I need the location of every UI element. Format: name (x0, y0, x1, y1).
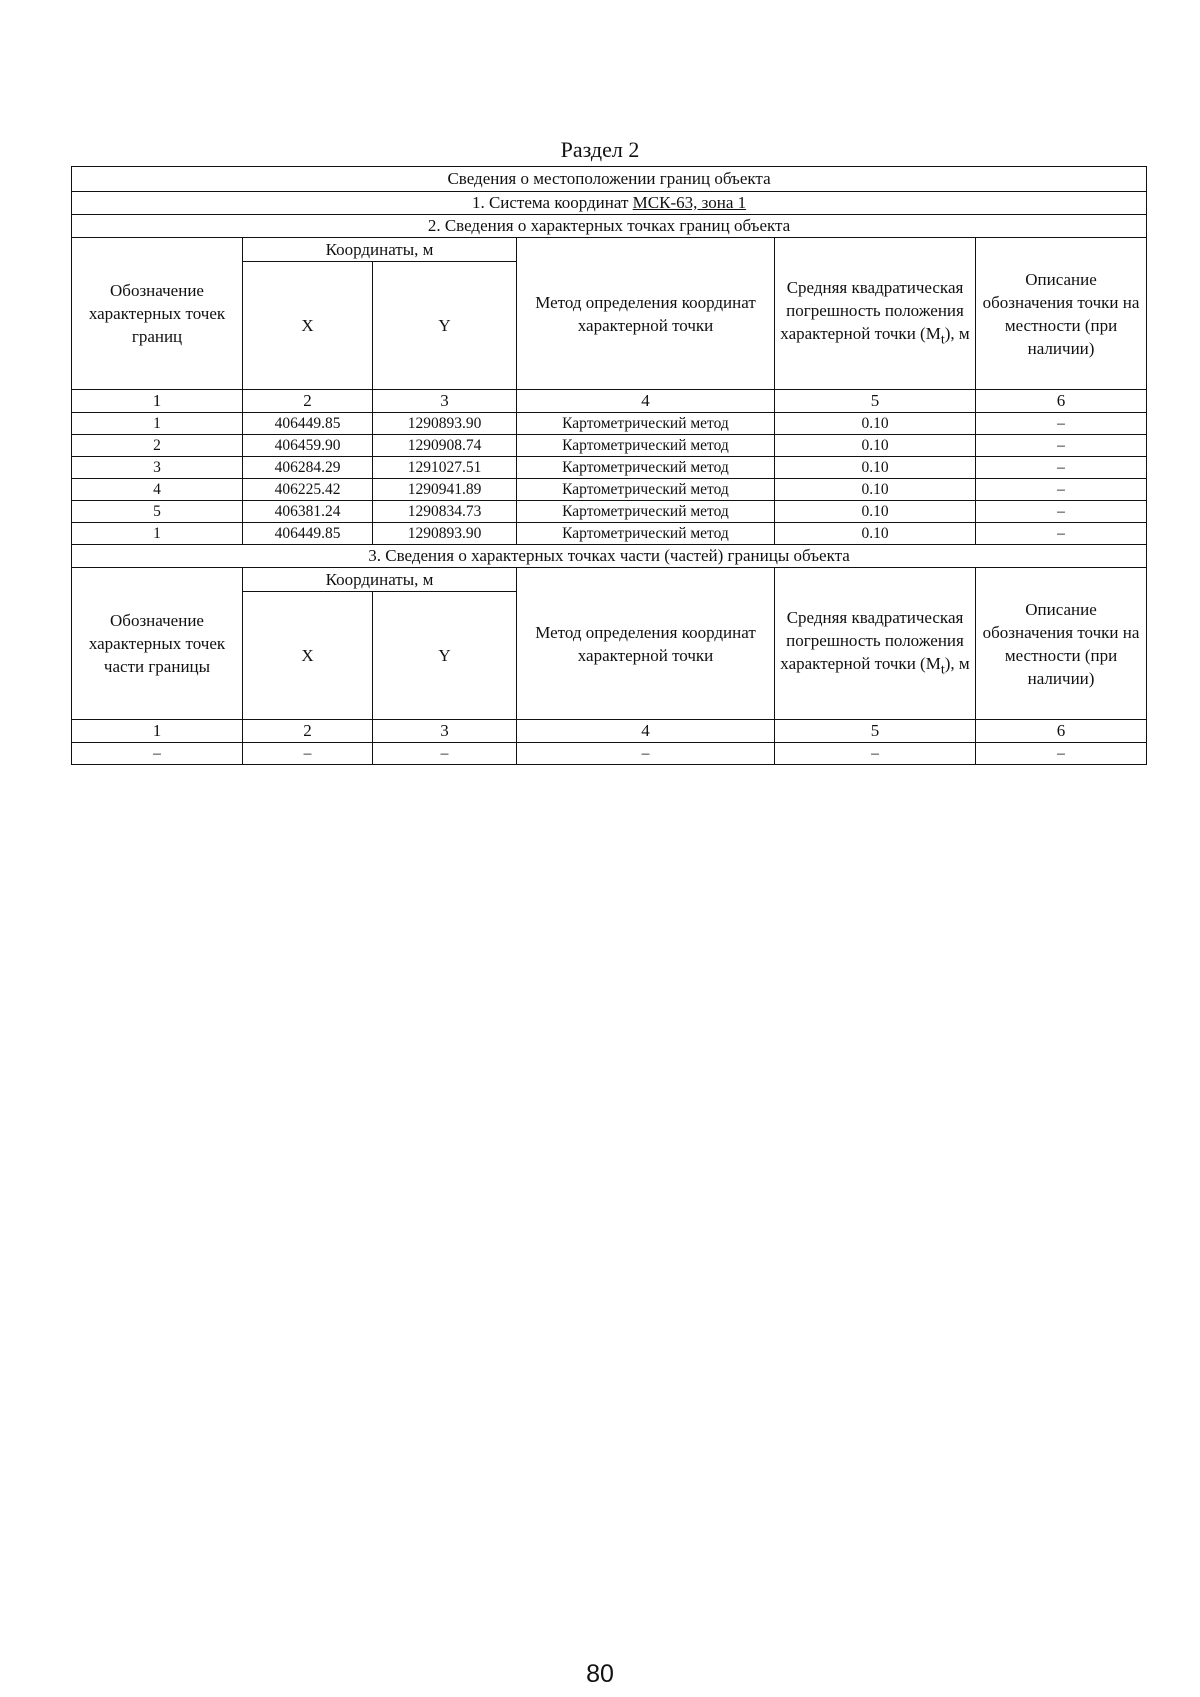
header-y: Y (373, 262, 517, 390)
section-title: Раздел 2 (560, 137, 640, 162)
coord-y: 1290941.89 (373, 479, 517, 501)
description: – (976, 523, 1147, 545)
header-y: Y (373, 592, 517, 720)
coord-x: 406284.29 (243, 457, 373, 479)
header-coords: Координаты, м (243, 568, 517, 592)
header-error-text: Средняя квадратическая погрешность положения характерной точки (M (780, 277, 964, 343)
header-method: Метод определения координат характерной точки (517, 568, 775, 720)
coord-y: 1290834.73 (373, 501, 517, 523)
header-description: Описание обозначения точки на местности (при наличии) (976, 568, 1147, 720)
coord-x: 406449.85 (243, 523, 373, 545)
section2-title: 2. Сведения о характерных точках границ объекта (72, 215, 1147, 238)
point-id: 5 (72, 501, 243, 523)
point-id: 1 (72, 523, 243, 545)
point-id: – (72, 743, 243, 765)
col-number: 4 (517, 390, 775, 413)
header-coords: Координаты, м (243, 238, 517, 262)
method: Картометрический метод (517, 479, 775, 501)
col-number: 3 (373, 720, 517, 743)
boundary-table (71, 166, 1147, 765)
point-id: 4 (72, 479, 243, 501)
error: 0.10 (775, 479, 976, 501)
coord-system-value: МСК-63, зона 1 (632, 193, 747, 212)
header-error (775, 568, 976, 720)
col-number: 3 (373, 390, 517, 413)
coord-system-label: 1. Система координат (471, 193, 633, 212)
error: 0.10 (775, 457, 976, 479)
column-numbers-row (72, 720, 1147, 743)
description: – (976, 457, 1147, 479)
section3-title: 3. Сведения о характерных точках части (частей) границы объекта (72, 545, 1147, 568)
error: – (775, 743, 976, 765)
method: Картометрический метод (517, 501, 775, 523)
method: Картометрический метод (517, 435, 775, 457)
table-row (72, 743, 1147, 765)
header-method: Метод определения координат характерной точки (517, 238, 775, 390)
method: Картометрический метод (517, 413, 775, 435)
method: Картометрический метод (517, 457, 775, 479)
coord-x: – (243, 743, 373, 765)
header-designation: Обозначение характерных точек границ (72, 238, 243, 390)
description: – (976, 501, 1147, 523)
point-id: 2 (72, 435, 243, 457)
col-number: 6 (976, 390, 1147, 413)
coord-y: 1291027.51 (373, 457, 517, 479)
header-error-tail: ), м (944, 323, 970, 343)
col-number: 5 (775, 720, 976, 743)
table-row (72, 435, 1147, 457)
header-description: Описание обозначения точки на местности (при наличии) (976, 238, 1147, 390)
error: 0.10 (775, 523, 976, 545)
method: Картометрический метод (517, 523, 775, 545)
point-id: 1 (72, 413, 243, 435)
header-x: X (243, 262, 373, 390)
col-number: 2 (243, 390, 373, 413)
col-number: 5 (775, 390, 976, 413)
description: – (976, 435, 1147, 457)
coord-system-row (72, 192, 1147, 215)
coord-x: 406381.24 (243, 501, 373, 523)
col-number: 1 (72, 720, 243, 743)
coord-x: 406225.42 (243, 479, 373, 501)
method: – (517, 743, 775, 765)
coord-x: 406449.85 (243, 413, 373, 435)
error: 0.10 (775, 413, 976, 435)
col-number: 4 (517, 720, 775, 743)
description: – (976, 743, 1147, 765)
point-id: 3 (72, 457, 243, 479)
header-error-sub: t (940, 661, 945, 678)
column-numbers-row (72, 390, 1147, 413)
header-error (775, 238, 976, 390)
coord-y: – (373, 743, 517, 765)
header-error-tail: ), м (944, 653, 970, 673)
coord-y: 1290893.90 (373, 523, 517, 545)
coord-x: 406459.90 (243, 435, 373, 457)
table-row (72, 501, 1147, 523)
coord-y: 1290893.90 (373, 413, 517, 435)
col-number: 1 (72, 390, 243, 413)
coord-y: 1290908.74 (373, 435, 517, 457)
table-row (72, 479, 1147, 501)
table-row (72, 457, 1147, 479)
header-x: X (243, 592, 373, 720)
description: – (976, 413, 1147, 435)
col-number: 2 (243, 720, 373, 743)
table-row (72, 413, 1147, 435)
header-error-text: Средняя квадратическая погрешность положения характерной точки (M (780, 607, 964, 673)
header-error-sub: t (940, 331, 945, 348)
table-row (72, 523, 1147, 545)
table-title: Сведения о местоположении границ объекта (72, 167, 1147, 192)
col-number: 6 (976, 720, 1147, 743)
error: 0.10 (775, 501, 976, 523)
error: 0.10 (775, 435, 976, 457)
description: – (976, 479, 1147, 501)
page-number: 80 (586, 1660, 614, 1688)
header-designation: Обозначение характерных точек части границы (72, 568, 243, 720)
